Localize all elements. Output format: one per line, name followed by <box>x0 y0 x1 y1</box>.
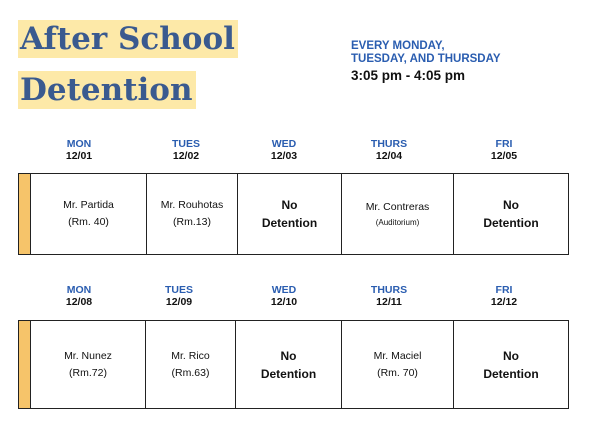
date-label: 12/05 <box>490 150 518 162</box>
week1-cell-thurs <box>342 174 454 254</box>
no-detention-label: Detention <box>260 366 317 381</box>
day-label: THURS <box>370 284 408 296</box>
schedule-time: 3:05 pm - 4:05 pm <box>351 68 466 83</box>
day-label: MON <box>66 138 92 150</box>
week1-cell-wed <box>238 174 342 254</box>
day-label: THURS <box>370 138 408 150</box>
date-label: 12/04 <box>375 150 403 162</box>
no-detention-label: No <box>280 348 297 363</box>
date-label: 12/10 <box>270 296 298 308</box>
teacher-name: Mr. Rico <box>171 349 210 362</box>
week2-cell-wed <box>236 321 342 408</box>
date-label: 12/09 <box>165 296 193 308</box>
week2-schedule-row <box>18 320 569 409</box>
no-detention-label: No <box>503 198 519 212</box>
week1-header-thurs <box>364 138 414 162</box>
date-label: 12/02 <box>172 150 200 162</box>
day-label: TUES <box>164 284 193 296</box>
week2-cell-thurs <box>342 321 454 408</box>
teacher-name: Mr. Nunez <box>64 349 112 362</box>
week2-header-mon <box>54 284 104 308</box>
week1-header-fri <box>479 138 529 162</box>
schedule-days-line-2: TUESDAY, AND THURSDAY <box>351 53 501 65</box>
teacher-name: Mr. Contreras <box>365 200 430 213</box>
week1-cell-fri <box>454 174 568 254</box>
date-label: 12/01 <box>65 150 93 162</box>
schedule-info <box>351 40 501 84</box>
date-label: 12/11 <box>376 296 402 308</box>
teacher-name: Mr. Rouhotas <box>160 199 224 211</box>
week2-header-thurs <box>364 284 414 308</box>
week1-header-tues <box>161 138 211 162</box>
schedule-days-line-1: EVERY MONDAY, <box>351 40 445 52</box>
week2-cell-tues <box>146 321 236 408</box>
date-label: 12/12 <box>490 296 518 308</box>
no-detention-label: Detention <box>483 216 539 230</box>
teacher-name: Mr. Partida <box>63 199 114 211</box>
day-label: MON <box>66 284 92 296</box>
week2-cell-fri <box>454 321 568 408</box>
no-detention-label: No <box>281 198 298 212</box>
week1-cell-mon <box>31 174 147 254</box>
week2-header-fri <box>479 284 529 308</box>
teacher-name: Mr. Maciel <box>373 349 422 362</box>
day-label: WED <box>271 138 297 150</box>
no-detention-label: Detention <box>483 366 539 381</box>
day-label: WED <box>271 284 297 296</box>
room-label: (Rm.63) <box>171 366 210 379</box>
week2-header-tues <box>154 284 204 308</box>
week2-header-wed <box>259 284 309 308</box>
room-label: (Rm.13) <box>173 216 211 228</box>
week1-schedule-row <box>18 173 569 255</box>
row-accent-stripe <box>19 321 31 408</box>
week2-cell-mon <box>31 321 146 408</box>
no-detention-label: Detention <box>261 216 318 230</box>
row-accent-stripe <box>19 174 31 254</box>
week1-header-wed <box>259 138 309 162</box>
room-label: (Auditorium) <box>375 217 420 227</box>
room-label: (Rm. 40) <box>68 216 109 228</box>
week1-header-mon <box>54 138 104 162</box>
day-label: FRI <box>495 284 513 296</box>
date-label: 12/08 <box>65 296 93 308</box>
title-line-1: After School <box>18 20 238 58</box>
title-line-2: Detention <box>18 71 196 109</box>
room-label: (Rm.72) <box>69 366 107 379</box>
date-label: 12/03 <box>270 150 298 162</box>
day-label: TUES <box>171 138 200 150</box>
week1-cell-tues <box>147 174 238 254</box>
day-label: FRI <box>495 138 513 150</box>
room-label: (Rm. 70) <box>377 366 418 379</box>
no-detention-label: No <box>503 348 519 363</box>
